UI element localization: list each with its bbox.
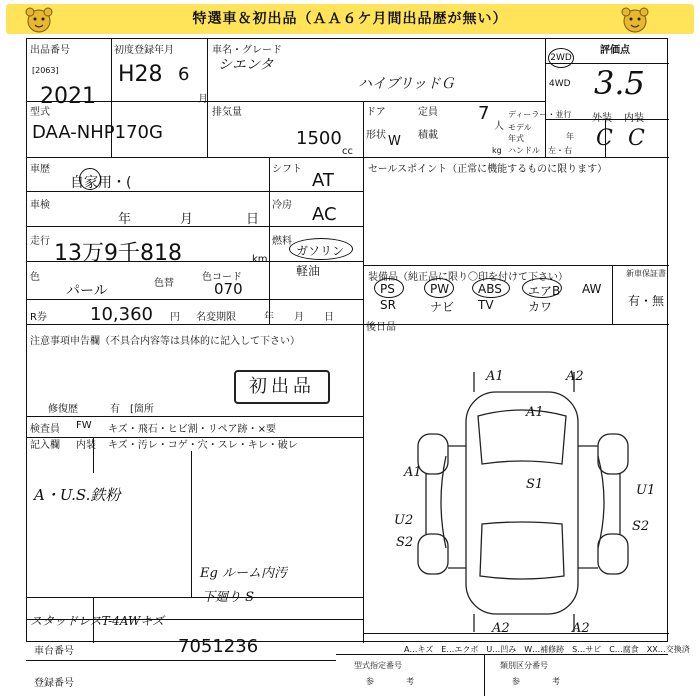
damage-code: A1: [404, 465, 422, 480]
fw-label: FW: [76, 420, 92, 431]
km-unit: km: [252, 254, 268, 265]
mileage: 13万9千818: [54, 241, 182, 266]
legend: A…キズ E…エクボ U…凹み W…補修跡 S…サビ C…腐食 XX…交換済: [404, 645, 690, 654]
reg-year: H28: [118, 62, 163, 87]
color-code-label: 色コード: [202, 272, 242, 283]
lot-number: 2021: [40, 84, 96, 109]
equip-ps: PS: [380, 282, 395, 296]
ext-grade: C: [596, 126, 613, 151]
register-label: 登録番号: [34, 678, 74, 689]
new-warranty: 有・無: [628, 294, 665, 308]
color-label: 色: [30, 272, 40, 283]
equip-pw: PW: [430, 282, 450, 296]
seats-label: 定員: [418, 107, 438, 118]
bear-icon: [620, 7, 650, 33]
inspection-year: 年: [118, 212, 132, 227]
recycle-label: R券: [30, 312, 47, 323]
drive-4wd: 4WD: [549, 79, 571, 89]
equip-airbag: エアB: [528, 284, 561, 298]
repair-value: 有 [箇所: [110, 404, 154, 415]
car-name: シエンタ: [218, 57, 274, 73]
handwriting-note: 下廻り S: [202, 590, 255, 605]
equip-abs: ABS: [478, 282, 502, 296]
equip-tv: TV: [478, 298, 494, 312]
handle-label: ハンドル 左・右: [508, 146, 572, 155]
new-warranty-label: 新車保証書: [626, 269, 666, 278]
history-label: 車歴: [30, 164, 50, 175]
fw-items: キズ・飛石・ヒビ割・リペア跡・×要: [108, 424, 276, 435]
recycle: 10,360: [90, 304, 153, 325]
class-label: 類別区分番号: [500, 661, 548, 670]
damage-code: S1: [526, 477, 544, 492]
frame-label: 型式指定番号: [354, 661, 402, 670]
drive-2wd: 2WD: [548, 48, 574, 68]
damage-code: U1: [636, 483, 656, 498]
divider: [336, 654, 668, 655]
fuel-label: 燃料: [272, 236, 292, 247]
seats-unit: 人: [494, 121, 504, 132]
load-unit: kg: [492, 146, 502, 155]
divider: [26, 660, 336, 661]
int-grade: C: [628, 126, 645, 151]
inspector-label: 検査員: [30, 424, 60, 435]
model: DAA-NHP170G: [32, 122, 163, 143]
chassis: 7051236: [178, 636, 259, 657]
ac: AC: [312, 204, 337, 225]
handwriting-note: Eg ルーム内汚: [200, 566, 287, 581]
model-label: 型式: [30, 107, 50, 118]
displacement: 1500: [296, 128, 342, 149]
damage-code: S2: [632, 519, 650, 534]
score-label: 評価点: [600, 45, 630, 56]
dealer-label: ディーラー・並行: [508, 110, 572, 119]
int-label: 内装: [624, 113, 644, 124]
name-change: 年 月 日: [264, 312, 334, 323]
circle-mark: [472, 278, 510, 298]
header-title: 特選車＆初出品（ＡＡ６ケ月間出品歴が無い）: [192, 11, 508, 27]
name-label: 車名・グレード: [212, 45, 282, 56]
divider: [484, 654, 485, 696]
door-label: ドア: [366, 107, 386, 118]
circle-mark: [79, 168, 101, 190]
load-label: 積載: [418, 130, 438, 141]
bear-icon: [24, 7, 54, 33]
circle-mark: [374, 278, 404, 298]
cc-unit: cc: [342, 146, 353, 157]
circle-mark: [522, 278, 562, 298]
damage-code: A2: [566, 369, 584, 384]
fuel-diesel: 軽油: [296, 264, 321, 278]
circle-mark: [424, 278, 454, 298]
interior-label: 内装: [76, 440, 96, 451]
shape-label: 形状: [366, 130, 386, 141]
lot-label: 出品番号: [30, 45, 70, 56]
reg-month-unit: 月: [198, 94, 208, 105]
reg-label: 初度登録年月: [114, 45, 174, 56]
equip-label: 装備品（純正品に限り〇印を付けて下さい）: [368, 272, 568, 283]
equip-navi: ナビ: [430, 300, 455, 314]
damage-code: A2: [572, 621, 590, 636]
header-banner: [6, 4, 694, 34]
repair-label: 修復歴: [48, 404, 78, 415]
ref-label: 参 考: [512, 677, 560, 686]
reg-month: 6: [178, 64, 190, 85]
handwriting-note: A・U.S.鉄粉: [34, 486, 121, 504]
displacement-label: 排気量: [212, 107, 242, 118]
chassis-label: 車台番号: [34, 646, 74, 657]
color: パール: [66, 283, 108, 299]
inspection-label: 車検: [30, 200, 50, 211]
lot-sub: [2063]: [32, 66, 59, 75]
handwriting-note: スタッドレスT-4AWキズ: [30, 614, 165, 628]
equip-leather: カワ: [528, 300, 553, 314]
ac-label: 冷房: [272, 200, 292, 211]
equip-sr: SR: [380, 298, 396, 312]
grade: ハイブリッドＧ: [358, 76, 455, 92]
seats: 7: [478, 103, 490, 124]
notes-label: 注意事項申告欄（不具合内容等は具体的に記入して下さい）: [30, 336, 300, 347]
inspection-day: 日: [246, 212, 260, 227]
ext-label: 外装: [592, 113, 612, 124]
circle-mark: [289, 238, 353, 260]
score: 3.5: [594, 64, 645, 102]
recycle-unit: 円: [170, 312, 180, 323]
damage-code: U2: [394, 513, 414, 528]
fuel-gasoline: ガソリン: [296, 244, 345, 258]
damage-code: A2: [492, 621, 510, 636]
rear-label: 後日品: [366, 322, 396, 333]
model-year-unit: 年: [566, 132, 574, 141]
name-change-label: 名変期限: [196, 312, 236, 323]
mileage-label: 走行: [30, 236, 50, 247]
damage-code: S2: [396, 535, 414, 550]
first-listing-stamp: 初出品: [234, 370, 330, 404]
shift: AT: [312, 170, 334, 191]
color-code: 070: [214, 280, 243, 298]
shift-label: シフト: [272, 164, 302, 175]
model-year-label: モデル年式: [508, 123, 532, 143]
damage-code: A1: [486, 369, 504, 384]
sales-label: セールスポイント（正常に機能するものに限ります）: [368, 164, 608, 175]
shape: W: [388, 134, 401, 149]
color-change-label: 色替: [154, 278, 174, 289]
car-damage-diagram: [366, 362, 662, 642]
ref-label: 参 考: [366, 677, 414, 686]
inspection-month: 月: [180, 212, 194, 227]
damage-code: A1: [526, 405, 544, 420]
history: 自家用・(: [70, 175, 132, 191]
equip-aw: AW: [582, 282, 602, 296]
entry-label: 記入欄: [30, 440, 60, 451]
interior-items: キズ・汚レ・コゲ・穴・スレ・キレ・破レ: [108, 440, 298, 451]
